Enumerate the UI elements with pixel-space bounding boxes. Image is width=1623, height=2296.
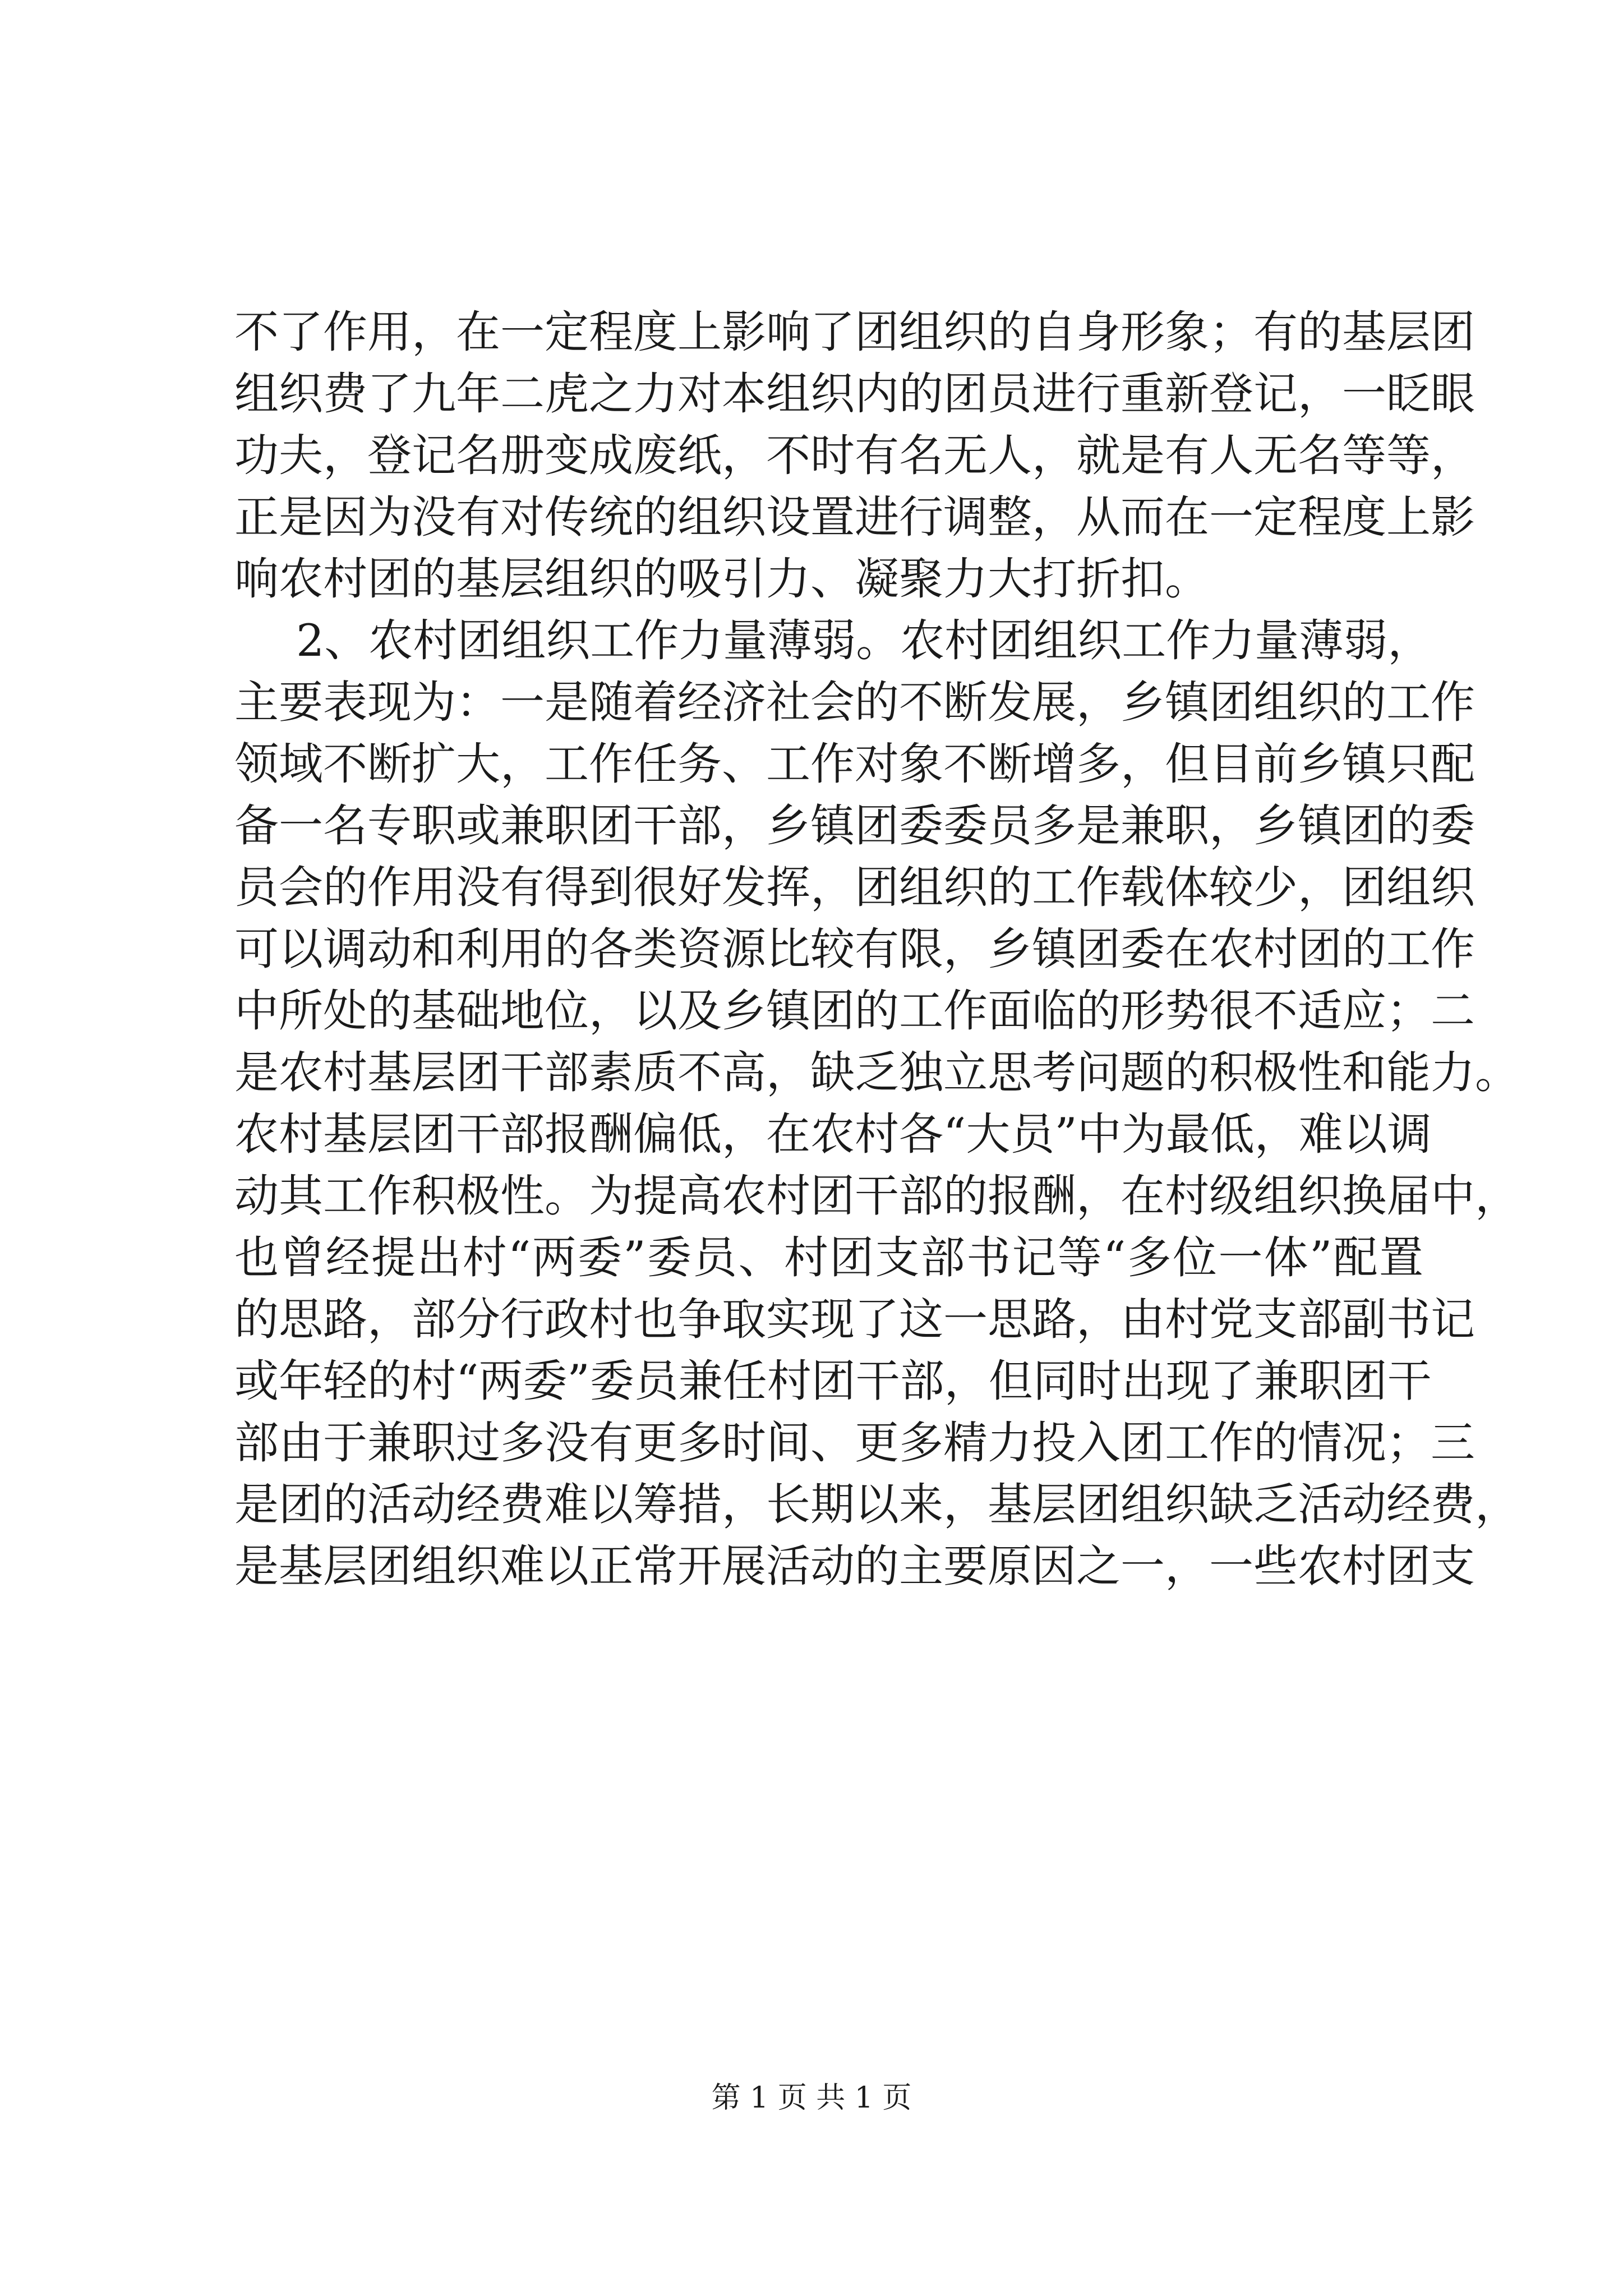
text-line: 是基层团组织难以正常开展活动的主要原因之一，一些农村团支 [234, 1540, 1475, 1592]
text-line: 主要表现为：一是随着经济社会的不断发展，乡镇团组织的工作 [234, 677, 1475, 728]
text-line: 中所处的基础地位，以及乡镇团的工作面临的形势很不适应；二 [234, 985, 1475, 1037]
text-line: 是农村基层团干部素质不高，缺乏独立思考问题的积极性和能力。 [234, 1047, 1519, 1098]
text-line: 组织费了九年二虎之力对本组织内的团员进行重新登记，一眨眼 [234, 368, 1475, 420]
text-line: 响农村团的基层组织的吸引力、凝聚力大打折扣。 [234, 553, 1209, 605]
text-line: 也曾经提出村“两委”委员、村团支部书记等“多位一体”配置 [234, 1232, 1423, 1283]
text-line: 农村基层团干部报酬偏低，在农村各“大员”中为最低，难以调 [234, 1108, 1432, 1160]
text-line: 动其工作积极性。为提高农村团干部的报酬，在村级组织换届中， [234, 1170, 1519, 1222]
paragraph-first-line: 2、农村团组织工作力量薄弱。农村团组织工作力量薄弱， [296, 615, 1432, 666]
text-line: 正是因为没有对传统的组织设置进行调整，从而在一定程度上影 [234, 491, 1475, 543]
text-line: 领域不断扩大，工作任务、工作对象不断增多，但目前乡镇只配 [234, 738, 1475, 790]
text-line: 可以调动和利用的各类资源比较有限，乡镇团委在农村团的工作 [234, 923, 1475, 975]
text-line: 员会的作用没有得到很好发挥，团组织的工作载体较少，团组织 [234, 862, 1475, 913]
text-line: 功夫，登记名册变成废纸，不时有名无人，就是有人无名等等， [234, 430, 1475, 481]
text-line: 备一名专职或兼职团干部，乡镇团委委员多是兼职，乡镇团的委 [234, 800, 1475, 852]
text-line: 的思路，部分行政村也争取实现了这一思路，由村党支部副书记 [234, 1294, 1475, 1345]
page-footer: 第 1 页 共 1 页 [711, 2081, 912, 2115]
text-line: 是团的活动经费难以筹措，长期以来，基层团组织缺乏活动经费， [234, 1479, 1519, 1530]
text-line: 不了作用，在一定程度上影响了团组织的自身形象；有的基层团 [234, 306, 1475, 358]
text-line: 或年轻的村“两委”委员兼任村团干部，但同时出现了兼职团干 [234, 1355, 1432, 1407]
text-line: 部由于兼职过多没有更多时间、更多精力投入团工作的情况；三 [234, 1417, 1475, 1469]
